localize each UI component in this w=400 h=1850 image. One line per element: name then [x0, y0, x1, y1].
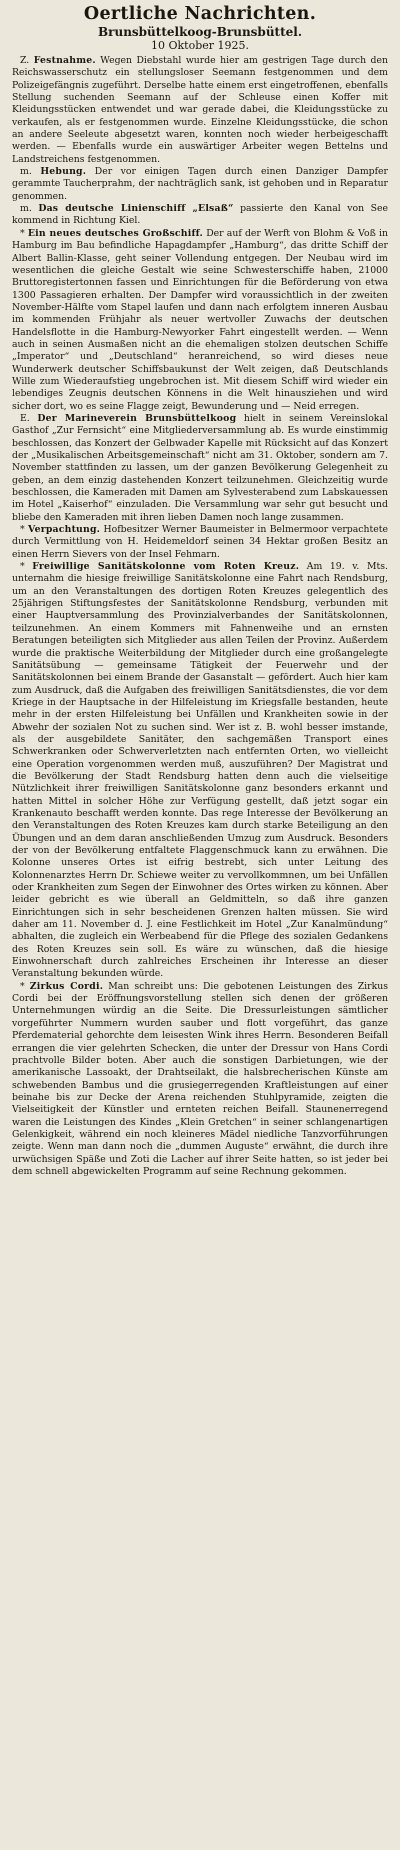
article-headline: Der Marineverein Brunsbüttelkoog [37, 412, 237, 424]
article-headline: Hebung. [40, 166, 87, 178]
section-subtitle: Brunsbüttelkoog-Brunsbüttel. [98, 25, 302, 39]
article-hebung [12, 166, 388, 203]
article-body: Der auf der Werft von Blohm & Voß in Hamburg im Bau befindliche Hapagdampfer „Hamburg“, das dritte Schiff der Albert Ballin-Klasse, geht seiner Vollendung entgegen. Der Neubau wird im wesentlichen die gleiche Gestalt wie seine Schwesterschiffe haben, 21000 Bruttoregistertonnen fassen und Einrichtungen für die Beförderung von etwa 1300 Passagieren erhalten. Der Dampfer wird voraussichtlich in der zweiten November-Hälfte vom Stapel laufen und dann nach erfolgtem inneren Ausbau im kommenden Frühjahr als neuer wertvoller Zuwachs der deutschen Handelsflotte in die Hamburg-Newyorker Fahrt eingestellt werden. — Wenn auch in seinen Ausmaßen nicht an die ehemaligen stolzen deutschen Schiffe „Imperator“ und „Deutschland“ heranreichend, so wird dieses neue Wunderwerk deutscher Schiffsbaukunst der Welt zeigen, daß Deutschlands Wille zum Wiederaufstieg ungebrochen ist. Mit diesem Schiff wird wieder ein lebendiges Zeugnis deutschen Könnens in die Welt hinausziehen und wird sicher dort, wo es seine Flagge zeigt, Bewunderung und — Neid erregen. [12, 227, 388, 412]
article-body: Am 19. v. Mts. unternahm die hiesige freiwillige Sanitätskolonne eine Fahrt nach Rendsburg, um an den Veranstaltungen des dortigen Roten Kreuzes gelegentlich des 25jährigen Stiftungsfestes der Sanitätskolonne Rendsburg, verbunden mit einer Hauptversammlung des Provinzialverbandes der Sanitätskolonnen, teilzunehmen. An einem Kommers mit Fahnenweihe und an ernsten Beratungen beteiligten sich Mitglieder aus allen Teilen der Provinz. Außerdem wurde die praktische Weiterbildung der Mitglieder durch eine großangelegte Sanitätsübung — gemeinsame Tätigkeit der Feuerwehr und der Sanitätskolonnen bei einem Brande der Gasanstalt — gefördert. Auch hier kam zum Ausdruck, daß die Aufgaben des freiwilligen Sanitätsdienstes, die vor dem Kriege in der Hauptsache in der Hilfeleistung im Kriegsfalle bestanden, heute mehr in der ersten Hilfeleistung bei Unfällen und Krankheiten sowie in der Abwehr der sozialen Not zu suchen sind. Wer ist z. B. wohl besser imstande, als der ausgebildete Sanitäter, den sachgemäßen Transport eines Schwerkranken oder Schwerverletzten nach entfernten Orten, wo vielleicht eine Operation vorgenommen werden muß, auszuführen? Der Magistrat und die Bevölkerung der Stadt Rendsburg hatten denn auch die vielseitige Nützlichkeit ihrer freiwilligen Sanitätskolonne ganz besonders erkannt und hatten Mittel in solcher Höhe zur Verfügung gestellt, daß jetzt sogar ein Krankenauto beschafft werden konnte. Das rege Interesse der Bevölkerung an den Veranstaltungen des Roten Kreuzes kam durch starke Beteiligung an den Übungen und an dem daran anschließenden Umzug zum Ausdruck. Besonders der von der Bevölkerung entfaltete Flaggenschmuck kann zu erwähnen. Die Kolonne unseres Ortes ist eifrig bestrebt, sich unter Leitung des Kolonnenarztes Herrn Dr. Schiewe weiter zu vervollkommnen, um bei Unfällen oder Krankheiten zum Segen der Einwohner des Ortes wirken zu können. Aber leider gebricht es wie überall an Geldmitteln, so daß ihre ganzen Einrichtungen sich in sehr bescheidenen Grenzen halten müssen. Sie wird daher am 11. November d. J. eine Festlichkeit im Hotel „Zur Kanalmündung“ abhalten, die zugleich ein Werbeabend für die Pflege des sozialen Gedankens des Roten Kreuzes sein soll. Es wäre zu wünschen, daß die hiesige Einwohnerschaft durch zahlreiches Erscheinen ihr Interesse an dieser Veranstaltung bekunden würde. [12, 561, 388, 980]
article-body: Man schreibt uns: Die gebotenen Leistungen des Zirkus Cordi bei der Eröffnungsvorstellung stellen sich denen der größeren Unternehmungen würdig an die Seite. Die Dressurleistungen sämtlicher vorgeführter Nummern wurden sauber und flott vorgeführt, das ganze Pferdematerial gehorchte dem leisesten Wink ihres Herrn. Besonderen Beifall errangen die vier gelehrten Schecken, die unter der Dressur von Hans Cordi prachtvolle Bilder boten. Aber auch die sonstigen Darbietungen, wie der amerikanische Lassoakt, der Drahtseilakt, die halsbrecherischen Künste am schwebenden Bambus und die grusiegerregenden Kraftleistungen auf einer beinahe bis zur Decke der Arena reichenden Stuhlpyramide, zeigten die Vielseitigkeit der Künstler und ernteten reichen Beifall. Staunenerregend waren die Leistungen des Kindes „Klein Gretchen“ in seiner schlangenartigen Gelenkigkeit, während ein noch kleineres Mädel niedliche Tanzvorführungen zeigte. Wenn man dann noch die „dummen Auguste“ erwähnt, die durch ihre urwüchsigen Späße und Zoti die Lacher auf ihrer Seite hatten, so ist jeder bei dem schnell abgewickelten Programm auf seine Rechnung gekommen. [12, 980, 388, 1177]
article-verpachtung [12, 524, 388, 561]
article-body: Wegen Diebstahl wurde hier am gestrigen Tage durch den Reichswasserschutz ein stellungsloser Seemann festgenommen und dem Polizeigefängnis zugeführt. Derselbe hatte einem erst eingetroffenen, ebenfalls Stellung suchenden Seemann auf der Schleuse einen Koffer mit Kleidungsstücken entwendet und war gerade dabei, die Kleidungsstücke zu verkaufen, als er festgenommen wurde. Einzelne Kleidungsstücke, die schon an andere Seeleute abgesetzt waren, konnten noch wieder herbeigeschafft werden. — Ebenfalls wurde ein auswärtiger Arbeiter wegen Bettelns und Landstreichens festgenommen. [12, 55, 388, 165]
article-prefix: * [20, 524, 25, 536]
article-headline: Zirkus Cordi. [29, 980, 104, 992]
article-prefix: m. [20, 203, 32, 215]
article-body: Hofbesitzer Werner Baumeister in Belmermoor verpachtete durch Vermittlung von H. Heidemeldorf seinen 34 Hektar großen Besitz an einen Herrn Sievers von der Insel Fehmarn. [12, 524, 388, 560]
article-prefix: * [20, 227, 25, 239]
article-prefix: * [20, 980, 25, 992]
article-zirkus-cordi [12, 981, 388, 1179]
article-prefix: E. [20, 412, 30, 424]
article-linienschiff [12, 203, 388, 228]
article-prefix: m. [20, 166, 32, 178]
news-column [12, 55, 388, 1178]
article-prefix: Z. [20, 55, 30, 66]
article-grossschiff [12, 228, 388, 413]
article-festnahme [12, 55, 388, 166]
article-headline: Freiwillige Sanitätskolonne vom Roten Kreuz. [32, 561, 300, 573]
article-prefix: * [20, 561, 25, 573]
article-body: passierte den Kanal von See kommend in Richtung Kiel. [12, 203, 388, 227]
article-headline: Ein neues deutsches Großschiff. [27, 227, 203, 239]
article-headline: Verpachtung. [28, 524, 101, 536]
article-marineverein [12, 413, 388, 524]
dateline: 10 Oktober 1925. [150, 39, 250, 52]
article-body: Der vor einigen Tagen durch einen Danziger Dampfer gerammte Taucherprahm, der nachträglich sank, ist gehoben und in Reparatur genommen. [12, 166, 388, 202]
article-headline: Festnahme. [33, 55, 96, 66]
article-sanitaetskolonne [12, 561, 388, 981]
article-body: hielt in seinem Vereinslokal Gasthof „Zur Fernsicht“ eine Mitgliederversammlung ab. Es wurde einstimmig beschlossen, das Konzert der Gelbwader Kapelle mit Rücksicht auf das Konzert der „Musikalischen Arbeitsgemeinschaft“ nicht am 31. Oktober, sondern am 7. November stattfinden zu lassen, um der ganzen Bevölkerung Gelegenheit zu geben, an dem einzig dastehenden Konzert teilzunehmen. Gleichzeitig wurde beschlossen, die Kameraden mit Damen am Sylvesterabend zum Labskauessen im Hotel „Kaiserhof“ einzuladen. Die Versammlung war sehr gut besucht und bliebe den Kameraden mit ihren lieben Damen noch lange zusammen. [12, 412, 388, 523]
article-headline: Das deutsche Linienschiff „Elsaß“ [38, 203, 234, 215]
section-title: Oertliche Nachrichten. [83, 4, 317, 24]
